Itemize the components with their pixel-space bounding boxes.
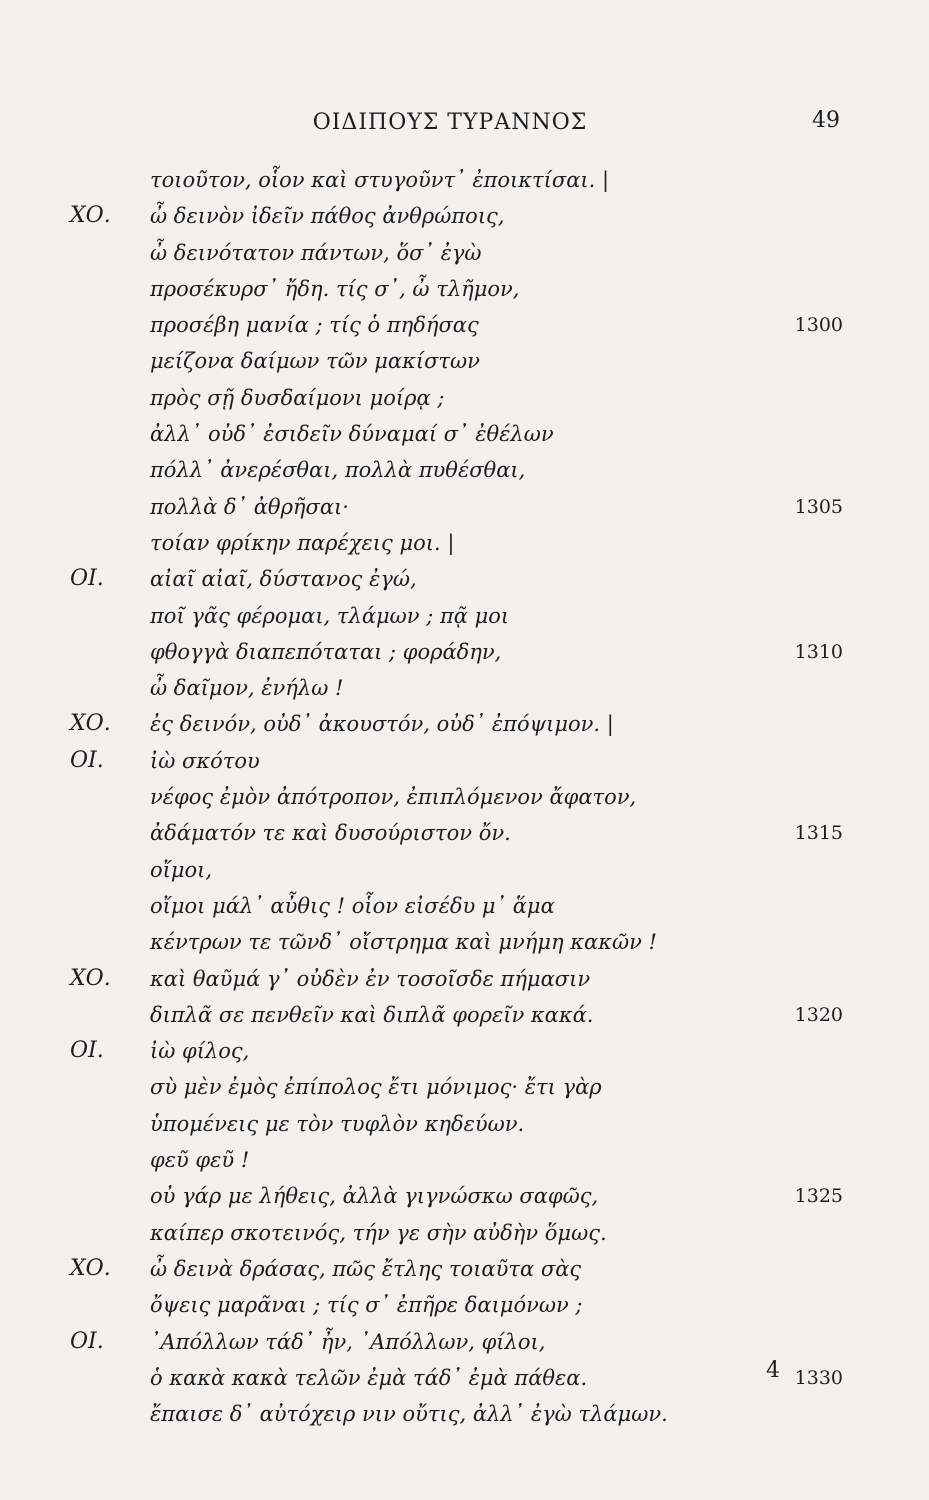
verse-text: ὦ δεινὰ δράσας, πῶς ἔτλης τοιαῦτα σὰς [150,1256,582,1281]
verse-line [0,924,929,960]
verse-line [0,706,929,742]
verse-text: ἐς δεινόν, οὐδ᾽ ἀκουστόν, οὐδ᾽ ἐπόψιμον. | [150,712,614,737]
verse-text: αἰαῖ αἰαῖ, δύστανος ἐγώ, [150,567,417,592]
verse-line [0,598,929,634]
speaker-label: ΧΟ. [70,965,111,991]
verse-text: ποῖ γᾶς φέρομαι, τλάμων ; πᾷ μοι [150,603,510,628]
verse-text: ἰὼ σκότου [150,748,260,773]
verse-line [0,235,929,271]
verse-text: οἴμοι, [150,857,213,882]
verse-line [0,852,929,888]
speaker-label: ΟΙ. [70,1038,104,1064]
verse-line [0,1142,929,1178]
verse-text: ὄψεις μαρᾶναι ; τίς σ᾽ ἐπῆρε δαιμόνων ; [150,1293,583,1318]
verse-line [0,743,929,779]
verse-line [0,1324,929,1360]
verse-line [0,634,929,670]
verse-line [0,343,929,379]
verse-text: ὦ δαῖμον, ἐνήλω ! [150,676,344,701]
verse-line [0,997,929,1033]
verse-line [0,525,929,561]
verse-line [0,380,929,416]
verse-line [0,416,929,452]
speaker-label: ΟΙ. [70,1328,104,1354]
verse-line [0,1251,929,1287]
verse-text: μείζονα δαίμων τῶν μακίστων [150,349,480,374]
verse-text: φεῦ φεῦ ! [150,1148,250,1173]
verse-text: σὺ μὲν ἐμὸς ἐπίπολος ἔτι μόνιμος· ἔτι γὰρ [150,1075,602,1100]
verse-line [0,815,929,851]
verse-text: προσέβη μανία ; τίς ὁ πηδήσας [150,313,479,338]
verse-line [0,1396,929,1432]
verse-text: ὁ κακὰ κακὰ τελῶν ἐμὰ τάδ᾽ ἐμὰ πάθεα. [150,1365,588,1390]
verse-text: ὑπομένεις με τὸν τυφλὸν κηδεύων. [150,1111,525,1136]
verse-line [0,670,929,706]
verse-text: κέντρων τε τῶνδ᾽ οἴστρημα καὶ μνήμη κακῶν ! [150,930,657,955]
verse-line [0,489,929,525]
speaker-label: ΧΟ. [70,711,111,737]
verse-text: νέφος ἐμὸν ἀπότροπον, ἐπιπλόμενον ἄφατον, [150,785,637,810]
verse-line [0,162,929,198]
signature-mark: 4 [766,1358,780,1383]
verse-text: οἴμοι μάλ᾽ αὖθις ! οἷον εἰσέδυ μ᾽ ἅμα [150,893,555,918]
speaker-label: ΟΙ. [70,566,104,592]
verse-line [0,1215,929,1251]
verse-line [0,307,929,343]
verse-line [0,198,929,234]
verse-text: πολλὰ δ᾽ ἀθρῆσαι· [150,494,349,519]
line-number: 1305 [794,495,843,518]
verse-line [0,961,929,997]
verse-text: ἰὼ φίλος, [150,1039,250,1064]
verse-line [0,561,929,597]
verse-text: τοίαν φρίκην παρέχεις μοι. | [150,530,455,555]
verse-line [0,779,929,815]
verse-text: οὐ γάρ με λήθεις, ἀλλὰ γιγνώσκω σαφῶς, [150,1184,599,1209]
line-number: 1325 [794,1185,843,1208]
verse-text: καὶ θαῦμά γ᾽ οὐδὲν ἐν τοσοῖσδε πήμασιν [150,966,591,991]
verse-line [0,452,929,488]
verse-text: ἀδάματόν τε καὶ δυσούριστον ὄν. [150,821,511,846]
verse-text: ὦ δεινότατον πάντων, ὅσ᾽ ἐγὼ [150,240,482,265]
verse-line [0,1360,929,1396]
running-title: ΟΙΔΙΠΟΥΣ ΤΥΡΑΝΝΟΣ [312,110,588,135]
speaker-label: ΧΟ. [70,1255,111,1281]
line-number: 1300 [794,314,843,337]
verse-text: προσέκυρσ᾽ ἤδη. τίς σ᾽, ὦ τλῆμον, [150,276,520,301]
verse-line [0,1178,929,1214]
verse-text: καίπερ σκοτεινός, τήν γε σὴν αὐδὴν ὅμως. [150,1220,607,1245]
verse-text: φθογγὰ διαπεπόταται ; φοράδην, [150,639,502,664]
verse-line [0,1033,929,1069]
verse-text: ἀλλ᾽ οὐδ᾽ ἐσιδεῖν δύναμαί σ᾽ ἐθέλων [150,422,554,447]
verse-line [0,271,929,307]
line-number: 1315 [794,822,843,845]
line-number: 1320 [794,1003,843,1026]
verse-line [0,1287,929,1323]
verse-line [0,1106,929,1142]
verse-text: πρὸς σῇ δυσδαίμονι μοίρᾳ ; [150,385,445,410]
verse-text: πόλλ᾽ ἀνερέσθαι, πολλὰ πυθέσθαι, [150,458,526,483]
verse-line [0,888,929,924]
line-number: 1330 [794,1366,843,1389]
verse-line [0,1069,929,1105]
speaker-label: ΧΟ. [70,203,111,229]
verse-text: τοιοῦτον, οἷον καὶ στυγοῦντ᾽ ἐποικτίσαι. | [150,168,610,192]
speaker-label: ΟΙ. [70,747,104,773]
page-number: 49 [812,108,840,133]
verse-text: ἔπαισε δ᾽ αὐτόχειρ νιν οὔτις, ἀλλ᾽ ἐγὼ τλάμων. [150,1402,668,1427]
verse-text: διπλᾶ σε πενθεῖν καὶ διπλᾶ φορεῖν κακά. [150,1002,594,1027]
verse-text: ὦ δεινὸν ἰδεῖν πάθος ἀνθρώποις, [150,204,505,229]
verse-block [0,162,929,1432]
verse-text: ᾽Απόλλων τάδ᾽ ἦν, ᾽Απόλλων, φίλοι, [150,1329,546,1354]
line-number: 1310 [794,640,843,663]
